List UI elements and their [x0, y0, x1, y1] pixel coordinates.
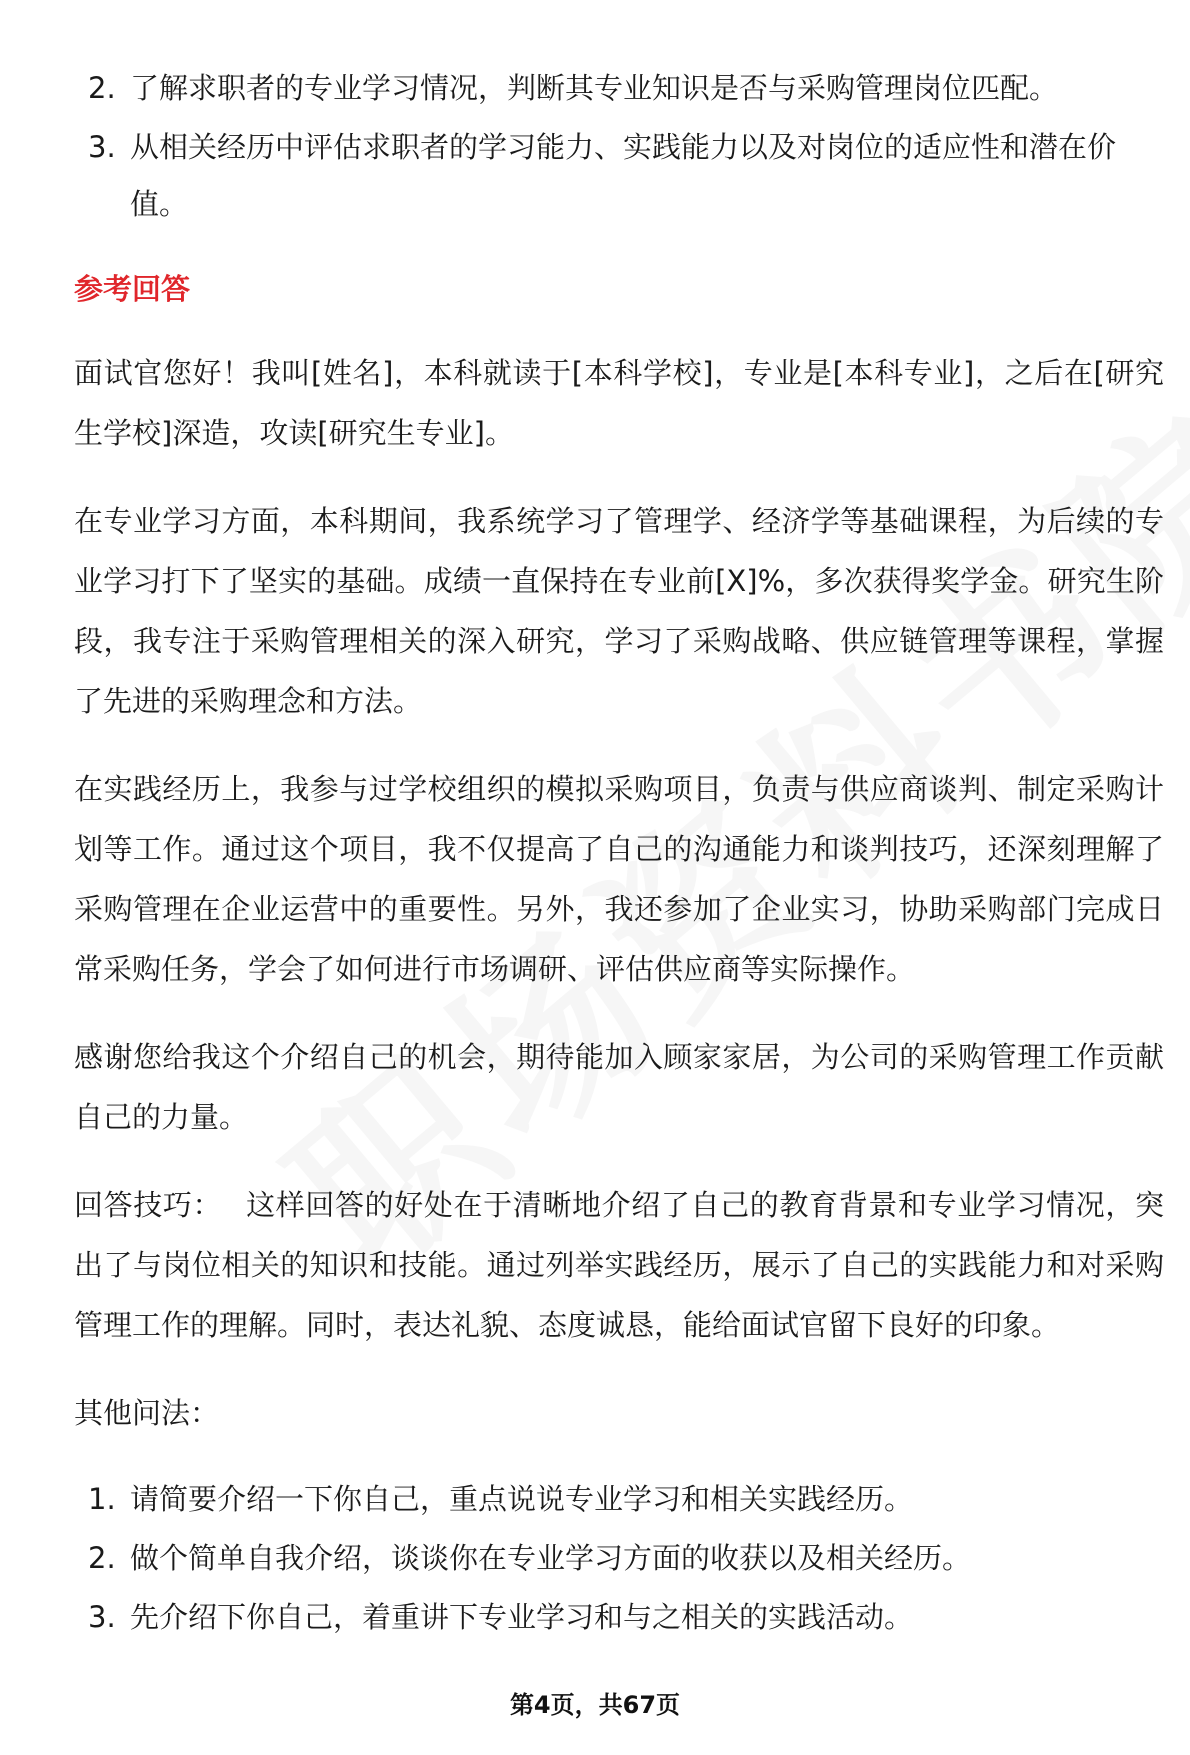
document-page: [74, 60, 1164, 1648]
other-label: 其他问法：: [74, 1396, 220, 1430]
list-item: [74, 119, 1164, 233]
tips-text: 这样回答的好处在于清晰地介绍了自己的教育背景和专业学习情况，突出了与岗位相关的知识和技能。通过列举实践经历，展示了自己的实践能力和对采购管理工作的理解。同时，表达礼貌、态度诚恳，能给面试官留下良好的印象。: [74, 1188, 1164, 1342]
tips-paragraph: [74, 1175, 1164, 1355]
list-number: 1.: [88, 1482, 116, 1516]
list-item: [74, 1530, 1164, 1587]
answer-paragraph: 面试官您好！我叫[姓名]，本科就读于[本科学校]，专业是[本科专业]，之后在[研究生学校]深造，攻读[研究生专业]。: [74, 356, 1164, 450]
answer-paragraph: 感谢您给我这个介绍自己的机会，期待能加入顾家家居，为公司的采购管理工作贡献自己的力量。: [74, 1040, 1164, 1134]
list-item: [74, 1471, 1164, 1528]
other-list: [74, 1471, 1164, 1646]
list-number: 2.: [88, 1541, 116, 1575]
list-item: [74, 1589, 1164, 1646]
list-text: 做个简单自我介绍，谈谈你在专业学习方面的收获以及相关经历。: [130, 1541, 972, 1575]
section-heading: 参考回答: [74, 272, 191, 306]
list-number: 3.: [88, 1600, 116, 1634]
list-number: 2.: [88, 71, 116, 105]
page-footer: 第4页，共67页: [509, 1691, 681, 1719]
answer-paragraph: 在实践经历上，我参与过学校组织的模拟采购项目，负责与供应商谈判、制定采购计划等工作。通过这个项目，我不仅提高了自己的沟通能力和谈判技巧，还深刻理解了采购管理在企业运营中的重要性。另外，我还参加了企业实习，协助采购部门完成日常采购任务，学会了如何进行市场调研、评估供应商等实际操作。: [74, 772, 1164, 986]
top-list: [74, 60, 1164, 233]
list-text: 先介绍下你自己，着重讲下专业学习和与之相关的实践活动。: [130, 1600, 914, 1634]
list-text: 请简要介绍一下你自己，重点说说专业学习和相关实践经历。: [130, 1482, 914, 1516]
answer-paragraph: 在专业学习方面，本科期间，我系统学习了管理学、经济学等基础课程，为后续的专业学习打下了坚实的基础。成绩一直保持在专业前[X]%，多次获得奖学金。研究生阶段，我专注于采购管理相关的深入研究，学习了采购战略、供应链管理等课程，掌握了先进的采购理念和方法。: [74, 504, 1164, 718]
list-text: 了解求职者的专业学习情况，判断其专业知识是否与采购管理岗位匹配。: [130, 71, 1059, 105]
list-item: [74, 60, 1164, 117]
list-text: 从相关经历中评估求职者的学习能力、实践能力以及对岗位的适应性和潜在价值。: [130, 130, 1117, 221]
tips-label: 回答技巧：: [74, 1188, 223, 1222]
list-number: 3.: [88, 130, 116, 164]
